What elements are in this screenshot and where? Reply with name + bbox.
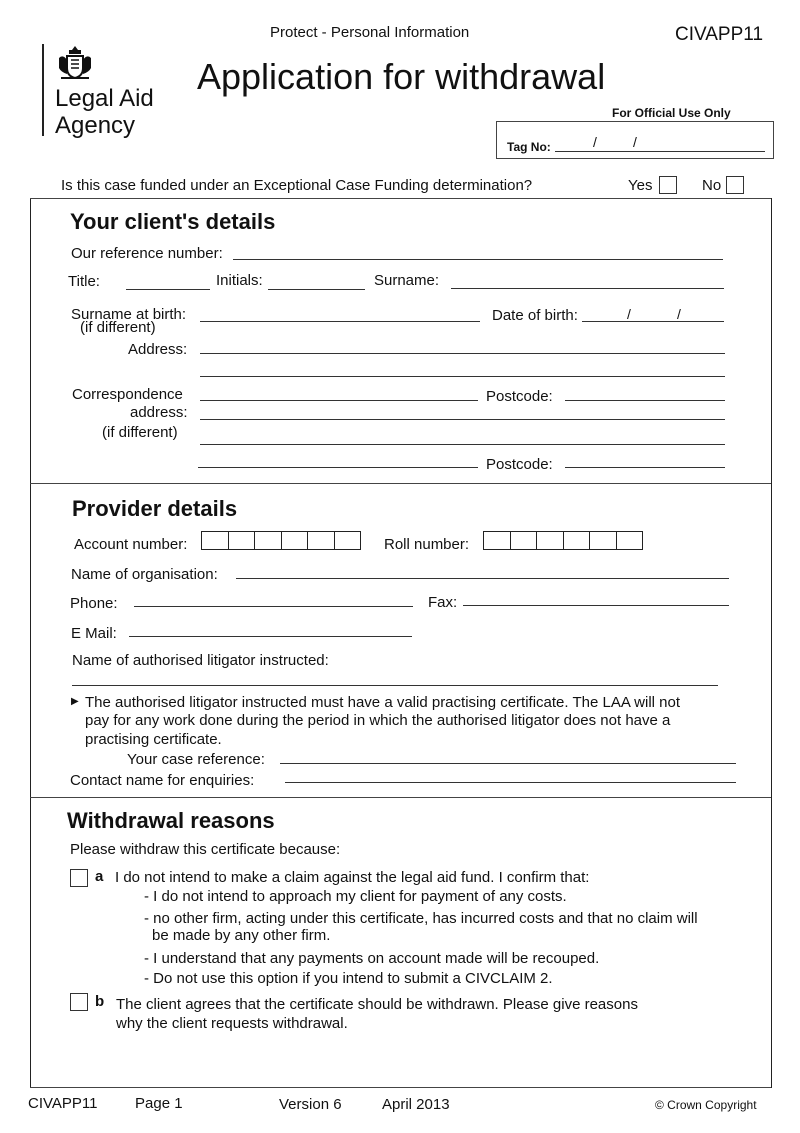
option-a-bullet-2-cont: be made by any other firm. <box>152 927 331 944</box>
contact-field[interactable] <box>285 782 736 783</box>
fax-field[interactable] <box>463 605 729 606</box>
footer-code: CIVAPP11 <box>28 1095 98 1112</box>
royal-crest-icon <box>55 44 95 87</box>
postcode-field-2[interactable] <box>565 467 725 468</box>
roll-number-cells[interactable] <box>483 531 643 550</box>
postcode-field-1[interactable] <box>565 400 725 401</box>
tag-label: Tag No: <box>507 140 551 154</box>
initials-field[interactable] <box>268 289 365 290</box>
our-ref-field[interactable] <box>233 259 723 260</box>
logo-line2: Agency <box>55 112 136 139</box>
litigator-field[interactable] <box>72 685 718 686</box>
surname-birth-note: (if different) <box>80 319 156 336</box>
withdrawal-heading: Withdrawal reasons <box>67 808 275 833</box>
option-b-text-1: The client agrees that the certificate should be withdrawn. Please give reasons <box>116 996 638 1013</box>
ecf-no-checkbox[interactable] <box>726 176 744 194</box>
option-a-bullet-4: - Do not use this option if you intend to submit a CIVCLAIM 2. <box>144 970 553 987</box>
option-b-text-2: why the client requests withdrawal. <box>116 1015 348 1032</box>
client-heading: Your client's details <box>70 209 276 234</box>
our-ref-label: Our reference number: <box>71 245 223 262</box>
dob-field[interactable] <box>582 321 724 322</box>
dob-label: Date of birth: <box>492 307 578 324</box>
section-divider-2 <box>30 797 771 798</box>
note-line-3: practising certificate. <box>85 731 222 748</box>
tag-field[interactable] <box>555 151 765 152</box>
footer-page: Page 1 <box>135 1095 183 1112</box>
case-ref-label: Your case reference: <box>127 751 265 768</box>
tag-sep-1: / <box>593 134 597 150</box>
corr-label-3: (if different) <box>102 424 178 441</box>
option-a-bullet-2: - no other firm, acting under this certificate, has incurred costs and that no claim will <box>144 910 698 927</box>
footer-date: April 2013 <box>382 1096 450 1113</box>
surname-birth-label: Surname at birth: <box>71 306 187 323</box>
footer-version: Version 6 <box>279 1096 342 1113</box>
protect-label: Protect - Personal Information <box>270 24 470 41</box>
note-line-2: pay for any work done during the period in which the authorised litigator does not have a <box>85 712 671 729</box>
section-divider-1 <box>30 483 771 484</box>
official-use-label: For Official Use Only <box>612 106 731 120</box>
option-a-letter: a <box>95 868 104 885</box>
ecf-yes-label: Yes <box>628 177 653 194</box>
page-title: Application for withdrawal <box>197 56 606 97</box>
frame-top <box>30 198 771 199</box>
title-label: Title: <box>68 273 100 290</box>
corr-line-2[interactable] <box>200 419 725 420</box>
address-line-1[interactable] <box>200 353 725 354</box>
option-b-letter: b <box>95 993 105 1010</box>
logo-line1: Legal Aid <box>55 85 154 112</box>
surname-field[interactable] <box>451 288 724 289</box>
frame-left <box>30 198 31 1088</box>
provider-heading: Provider details <box>72 496 238 521</box>
surname-birth-field[interactable] <box>200 321 480 322</box>
option-a-text: I do not intend to make a claim against the legal aid fund. I confirm that: <box>115 869 590 886</box>
note-line-1: The authorised litigator instructed must have a valid practising certificate. The LAA will not <box>85 694 681 711</box>
corr-label-2: address: <box>130 404 188 421</box>
case-ref-field[interactable] <box>280 763 736 764</box>
corr-line-1[interactable] <box>200 400 478 401</box>
frame-right <box>771 198 772 1088</box>
ecf-yes-checkbox[interactable] <box>659 176 677 194</box>
tag-sep-2: / <box>633 134 637 150</box>
roll-label: Roll number: <box>384 536 470 553</box>
option-a-bullet-1: - I do not intend to approach my client for payment of any costs. <box>144 888 567 905</box>
frame-bottom <box>30 1087 771 1088</box>
corr-line-3[interactable] <box>200 444 725 445</box>
surname-label: Surname: <box>374 272 440 289</box>
note-bullet-icon: ▶ <box>71 696 79 707</box>
litigator-label: Name of authorised litigator instructed: <box>72 652 329 669</box>
logo-rule <box>42 44 44 136</box>
email-field[interactable] <box>129 636 412 637</box>
dob-sep-1: / <box>627 306 631 322</box>
footer-copyright: © Crown Copyright <box>655 1098 757 1112</box>
org-field[interactable] <box>236 578 729 579</box>
ecf-no-label: No <box>702 177 722 194</box>
option-a-bullet-3: - I understand that any payments on account made will be recouped. <box>144 950 600 967</box>
form-code: CIVAPP11 <box>675 24 764 45</box>
postcode-label-1: Postcode: <box>486 388 553 405</box>
postcode-label-2: Postcode: <box>486 456 553 473</box>
option-a-checkbox[interactable] <box>70 869 88 887</box>
account-number-cells[interactable] <box>201 531 361 550</box>
corr-line-4[interactable] <box>198 467 478 468</box>
org-label: Name of organisation: <box>71 566 218 583</box>
phone-label: Phone: <box>70 595 118 612</box>
ecf-question: Is this case funded under an Exceptional Case Funding determination? <box>61 177 533 194</box>
dob-sep-2: / <box>677 306 681 322</box>
official-use-box <box>496 121 774 159</box>
email-label: E Mail: <box>71 625 117 642</box>
phone-field[interactable] <box>134 606 413 607</box>
account-label: Account number: <box>74 536 188 553</box>
address-label: Address: <box>128 341 188 358</box>
corr-label-1: Correspondence <box>72 386 183 403</box>
initials-label: Initials: <box>216 272 263 289</box>
title-field[interactable] <box>126 289 210 290</box>
fax-label: Fax: <box>428 594 458 611</box>
withdrawal-intro: Please withdraw this certificate because: <box>70 841 341 858</box>
option-b-checkbox[interactable] <box>70 993 88 1011</box>
address-line-2[interactable] <box>200 376 725 377</box>
contact-label: Contact name for enquiries: <box>70 772 255 789</box>
